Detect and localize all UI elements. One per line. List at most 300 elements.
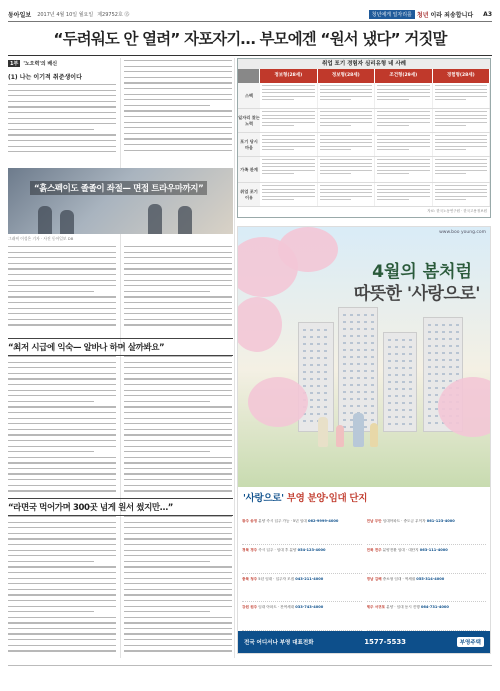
building-window (435, 352, 438, 354)
building-window (428, 338, 431, 340)
column-divider (234, 58, 235, 658)
building-window (357, 370, 360, 372)
cell-text-line (320, 99, 352, 100)
article-kicker: (1) 나는 이기적 취준생이다 (8, 74, 82, 81)
building-window (395, 381, 398, 383)
text-line (124, 308, 232, 309)
table-header-row (238, 69, 490, 83)
listing-description: 5년 임대 · 입주자 모집 (258, 576, 295, 581)
building-window (317, 399, 320, 401)
text-line (124, 479, 232, 480)
building-window (303, 371, 306, 373)
cell-text-line (435, 118, 488, 119)
text-line (8, 639, 116, 640)
family-figure (370, 423, 378, 447)
cell-text-line (262, 170, 315, 171)
building-window (324, 364, 327, 366)
text-line (8, 285, 116, 286)
text-line (124, 150, 232, 151)
building-window (371, 328, 374, 330)
building-window (324, 392, 327, 394)
building-window (409, 402, 412, 404)
building-window (409, 339, 412, 341)
cell-text-line (377, 139, 430, 140)
cell-text-line (435, 139, 488, 140)
text-line (124, 594, 232, 595)
cell-text-line (262, 149, 294, 150)
listing-phone[interactable]: 061-123-4000 (426, 519, 455, 523)
building-window (303, 336, 306, 338)
building-window (310, 392, 313, 394)
building-window (317, 385, 320, 387)
building-window (456, 359, 459, 361)
cell-text-line (262, 146, 315, 147)
building-window (435, 338, 438, 340)
building-window (317, 406, 320, 408)
text-line (124, 373, 232, 374)
text-line (124, 566, 232, 567)
text-line (8, 390, 116, 391)
text-line (8, 418, 116, 419)
building-window (395, 353, 398, 355)
buyoung-logo: 부영주택 (457, 637, 484, 647)
cell-text-line (377, 192, 430, 193)
photo-figure (178, 206, 192, 234)
ad-listing (242, 605, 362, 631)
text-line (8, 429, 116, 430)
text-line (8, 468, 116, 469)
building-window (357, 328, 360, 330)
text-line (8, 84, 116, 85)
text-line (124, 485, 232, 486)
building-window (428, 394, 431, 396)
building-window (364, 314, 367, 316)
text-line (8, 645, 116, 646)
cell-text-line (262, 192, 315, 193)
text-line (8, 490, 116, 491)
cell-text-line (320, 89, 373, 90)
building-window (303, 420, 306, 422)
table-cell (318, 83, 376, 108)
cell-text-line (377, 189, 430, 190)
building-window (402, 395, 405, 397)
building-window (357, 398, 360, 400)
listing-location: 충북 청주 (242, 576, 258, 581)
cell-text-line (435, 173, 467, 174)
building-window (388, 367, 391, 369)
building-window (428, 401, 431, 403)
row-label: 스펙 (238, 83, 260, 108)
row-label: 취업 포기 이유 (238, 183, 260, 206)
text-line (8, 246, 116, 247)
ad-headline-1: 4월의 봄처럼 (372, 262, 472, 282)
cell-text-line (435, 189, 488, 190)
building-window (402, 353, 405, 355)
text-line (124, 116, 232, 117)
article-text-column (124, 60, 232, 160)
cell-text-line (320, 122, 373, 123)
building-window (317, 350, 320, 352)
table-cell (375, 109, 433, 132)
building-window (324, 343, 327, 345)
text-line (8, 263, 116, 264)
text-line (124, 650, 232, 651)
text-line (124, 390, 232, 391)
building-window (456, 338, 459, 340)
building-window (357, 377, 360, 379)
text-line (124, 440, 232, 441)
building-window (449, 338, 452, 340)
cell-text-line (262, 118, 315, 119)
cell-text-line (377, 122, 430, 123)
cell-text-line (262, 199, 294, 200)
family-figure (318, 417, 328, 447)
listing-location: 경북 경주 (242, 547, 258, 552)
building-window (371, 412, 374, 414)
building-window (388, 353, 391, 355)
text-line (124, 296, 232, 297)
building-window (310, 329, 313, 331)
cell-text-line (262, 159, 315, 160)
building-window (449, 373, 452, 375)
table-row (238, 109, 490, 133)
text-line (124, 423, 232, 424)
building-window (388, 402, 391, 404)
building-window (364, 335, 367, 337)
cell-text-line (377, 170, 430, 171)
building-window (371, 314, 374, 316)
building-window (371, 321, 374, 323)
building-window (324, 378, 327, 380)
listing-phone[interactable]: 062-9999-4000 (307, 519, 339, 523)
building-window (324, 357, 327, 359)
ad-title-brand: '사랑으로' (243, 493, 284, 504)
text-line (8, 611, 94, 612)
photo-figure (38, 206, 52, 234)
building-window (371, 356, 374, 358)
building-window (371, 342, 374, 344)
building-window (409, 416, 412, 418)
building-window (364, 321, 367, 323)
ad-visual (238, 227, 490, 487)
listing-location: 전북 전주 (366, 547, 382, 552)
building-window (364, 419, 367, 421)
building-window (388, 339, 391, 341)
text-line (8, 151, 116, 152)
text-line (124, 434, 232, 435)
text-line (8, 572, 116, 573)
text-line (124, 280, 232, 281)
cell-text-line (320, 199, 352, 200)
text-line (8, 90, 116, 91)
building-window (324, 336, 327, 338)
building-window (395, 360, 398, 362)
cell-text-line (320, 185, 373, 186)
cell-text-line (377, 149, 409, 150)
cell-text-line (377, 92, 430, 93)
listing-location: 전남 무안 (366, 519, 382, 523)
building-window (317, 336, 320, 338)
text-line (124, 600, 232, 601)
building-window (388, 388, 391, 390)
building-window (324, 385, 327, 387)
text-line (8, 280, 116, 281)
text-line (8, 291, 94, 292)
table-row (238, 157, 490, 183)
ad-listing (367, 548, 487, 574)
cell-text-line (435, 99, 467, 100)
cell-text-line (435, 89, 488, 90)
building-window (364, 370, 367, 372)
text-line (8, 406, 116, 407)
building-window (317, 392, 320, 394)
cell-text-line (377, 173, 409, 174)
building-window (402, 423, 405, 425)
building-window (324, 350, 327, 352)
building-window (456, 373, 459, 375)
building-window (357, 405, 360, 407)
building-window (371, 335, 374, 337)
building-window (428, 415, 431, 417)
housing-advertisement[interactable] (237, 226, 491, 654)
table-cell (375, 157, 433, 182)
building-window (324, 371, 327, 373)
text-line (124, 110, 232, 111)
cell-text-line (435, 115, 488, 116)
building-window (388, 346, 391, 348)
cell-text-line (377, 163, 430, 164)
text-line (124, 473, 232, 474)
ad-footer-phone[interactable]: 1577-5533 (364, 638, 407, 646)
cell-text-line (262, 139, 315, 140)
building-window (357, 321, 360, 323)
building-window (343, 377, 346, 379)
building-window (402, 388, 405, 390)
listing-description: 분양 즉시 입주 가능 · 5년 임대 (258, 519, 307, 523)
text-line (124, 645, 232, 646)
table-header-cell: 정보형(28세) (260, 69, 318, 83)
cell-text-line (262, 196, 315, 197)
survey-table (237, 58, 491, 218)
text-line (124, 133, 232, 134)
building-window (364, 412, 367, 414)
text-line (124, 362, 232, 363)
text-line (8, 118, 116, 119)
building-window (442, 331, 445, 333)
building-window (343, 363, 346, 365)
building-window (409, 374, 412, 376)
building-window (371, 363, 374, 365)
building-window (435, 366, 438, 368)
text-line (8, 378, 116, 379)
table-cell (318, 183, 376, 206)
cell-text-line (377, 125, 409, 126)
building-window (317, 364, 320, 366)
building-window (324, 413, 327, 415)
building-window (303, 364, 306, 366)
listing-location: 광주 송정 (242, 519, 258, 523)
cell-text-line (320, 111, 373, 112)
headline-divider (8, 55, 492, 56)
cell-text-line (435, 122, 488, 123)
text-line (124, 274, 232, 275)
building-window (343, 370, 346, 372)
cell-text-line (320, 139, 373, 140)
blossom-tree (278, 227, 338, 272)
building-window (364, 384, 367, 386)
building-window (343, 349, 346, 351)
text-line (8, 101, 116, 102)
text-line (124, 516, 232, 517)
series-title: 청년 (416, 12, 429, 19)
masthead (8, 8, 492, 22)
listing-location: 경남 김해 (366, 576, 382, 581)
text-line (124, 138, 232, 139)
building-window (317, 343, 320, 345)
text-line (124, 313, 232, 314)
apartment-building (383, 332, 417, 432)
text-line (124, 527, 232, 528)
family-figure (353, 413, 364, 447)
text-line (124, 412, 232, 413)
building-window (343, 356, 346, 358)
text-line (124, 324, 232, 325)
building-window (303, 329, 306, 331)
building-window (456, 352, 459, 354)
listing-phone[interactable]: 055-314-4000 (416, 576, 445, 581)
building-window (402, 360, 405, 362)
building-window (409, 381, 412, 383)
building-window (402, 416, 405, 418)
text-line (8, 384, 116, 385)
text-line (8, 123, 116, 124)
cell-text-line (320, 159, 373, 160)
building-window (388, 409, 391, 411)
building-window (442, 352, 445, 354)
text-line (124, 550, 232, 551)
listing-phone[interactable]: 064-731-4000 (420, 605, 449, 610)
building-window (350, 335, 353, 337)
building-window (435, 345, 438, 347)
cell-text-line (320, 192, 373, 193)
text-line (124, 246, 232, 247)
text-line (8, 533, 116, 534)
text-line (124, 66, 232, 67)
building-window (310, 336, 313, 338)
building-window (409, 353, 412, 355)
listing-description: 중소형 임대 · 역세권 (382, 576, 416, 581)
issue-date: 2017년 4월 10일 월요일 (37, 12, 94, 18)
cell-text-line (435, 170, 488, 171)
building-window (402, 381, 405, 383)
ad-listing (367, 605, 487, 631)
building-window (324, 329, 327, 331)
building-window (395, 416, 398, 418)
text-line (8, 457, 116, 458)
cell-text-line (262, 85, 315, 86)
cell-text-line (262, 99, 294, 100)
table-cell (433, 133, 491, 156)
building-window (317, 357, 320, 359)
building-window (388, 395, 391, 397)
listing-phone[interactable]: 043-211-4000 (295, 576, 324, 581)
text-line (8, 485, 116, 486)
building-window (449, 345, 452, 347)
family-figure (336, 425, 344, 447)
building-window (428, 366, 431, 368)
building-window (428, 373, 431, 375)
cell-text-line (435, 125, 467, 126)
text-line (8, 313, 116, 314)
listing-phone[interactable]: 033-743-4000 (295, 605, 324, 610)
building-window (343, 314, 346, 316)
building-window (364, 349, 367, 351)
building-window (364, 426, 367, 428)
paper-name: 동아일보 (8, 12, 32, 19)
cell-text-line (320, 96, 373, 97)
cell-text-line (320, 118, 373, 119)
cell-text-line (262, 135, 315, 136)
ad-listing (242, 519, 362, 545)
building-window (442, 324, 445, 326)
building-window (449, 352, 452, 354)
text-line (8, 617, 116, 618)
text-line (8, 434, 116, 435)
building-window (357, 391, 360, 393)
table-header-cell (238, 69, 260, 83)
listing-description: 분양전환 임대 · 대단지 (382, 547, 419, 552)
ad-title (243, 490, 485, 504)
building-window (317, 413, 320, 415)
text-line (124, 446, 232, 447)
text-line (8, 257, 116, 258)
building-window (409, 388, 412, 390)
text-line (8, 550, 116, 551)
cell-text-line (435, 149, 467, 150)
building-window (428, 324, 431, 326)
cell-text-line (320, 125, 352, 126)
building-window (350, 321, 353, 323)
table-row (238, 133, 490, 157)
listing-phone[interactable]: 054-123-4000 (297, 547, 326, 552)
text-line (124, 395, 232, 396)
building-window (428, 422, 431, 424)
building-window (409, 367, 412, 369)
ad-url[interactable]: www.boo young.com (439, 230, 486, 235)
article-text-column (8, 84, 116, 158)
cell-text-line (262, 185, 315, 186)
row-label: 가족 관계 (238, 157, 260, 182)
building-window (317, 378, 320, 380)
building-window (409, 423, 412, 425)
text-line (8, 106, 116, 107)
building-window (428, 387, 431, 389)
building-window (350, 391, 353, 393)
cell-text-line (377, 115, 430, 116)
building-window (409, 395, 412, 397)
subhead-1: “흙스펙이도 졸졸이 좌절— 면접 트라우마까지” (30, 181, 207, 195)
cell-text-line (320, 142, 373, 143)
text-line (8, 401, 94, 402)
building-window (402, 346, 405, 348)
text-line (124, 99, 232, 100)
building-window (350, 398, 353, 400)
cell-text-line (435, 96, 488, 97)
table-row (238, 83, 490, 109)
building-window (310, 343, 313, 345)
building-window (343, 328, 346, 330)
listing-phone[interactable]: 063-111-4000 (419, 547, 448, 552)
